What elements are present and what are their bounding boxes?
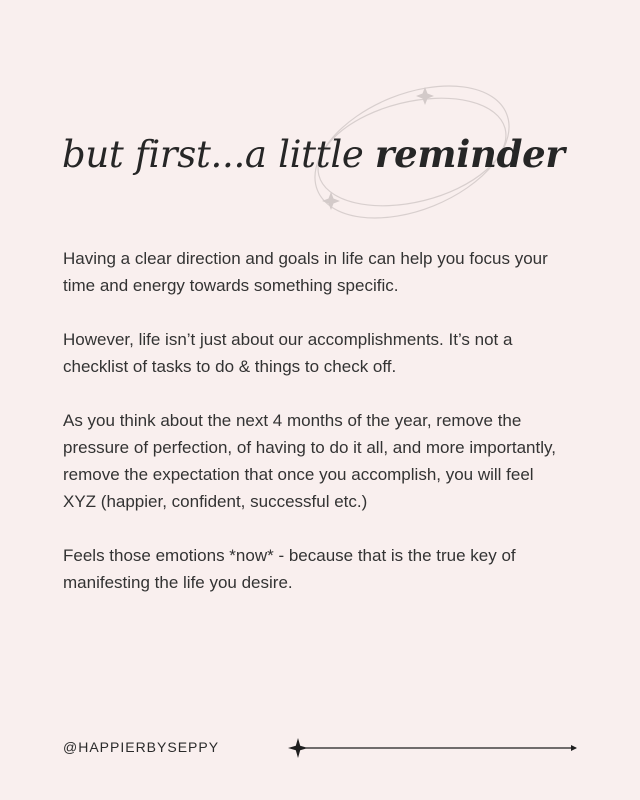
- arrow-right-icon: [286, 736, 580, 760]
- page-title: [62, 132, 565, 176]
- title-light: but first...a little: [62, 133, 375, 176]
- paragraph-3: As you think about the next 4 months of the year, remove the pressure of perfection, of having to do it all, and more importantly, remove the expectation that once you accomplish, you will feel XYZ (happier, confident, successful etc.): [63, 411, 556, 511]
- sparkle-icon: [322, 192, 340, 210]
- sparkle-icon: [288, 738, 308, 758]
- reminder-body: [63, 245, 563, 623]
- sparkle-icon: [416, 87, 434, 105]
- paragraph-1: Having a clear direction and goals in life can help you focus your time and energy towards something specific.: [63, 249, 548, 295]
- title-bold: reminder: [374, 132, 565, 176]
- social-handle: @HAPPIERBYSEPPY: [63, 739, 220, 755]
- paragraph-4: Feels those emotions *now* - because that is the true key of manifesting the life you desire.: [63, 546, 516, 592]
- paragraph-2: However, life isn’t just about our accomplishments. It’s not a checklist of tasks to do & things to check off.: [63, 330, 513, 376]
